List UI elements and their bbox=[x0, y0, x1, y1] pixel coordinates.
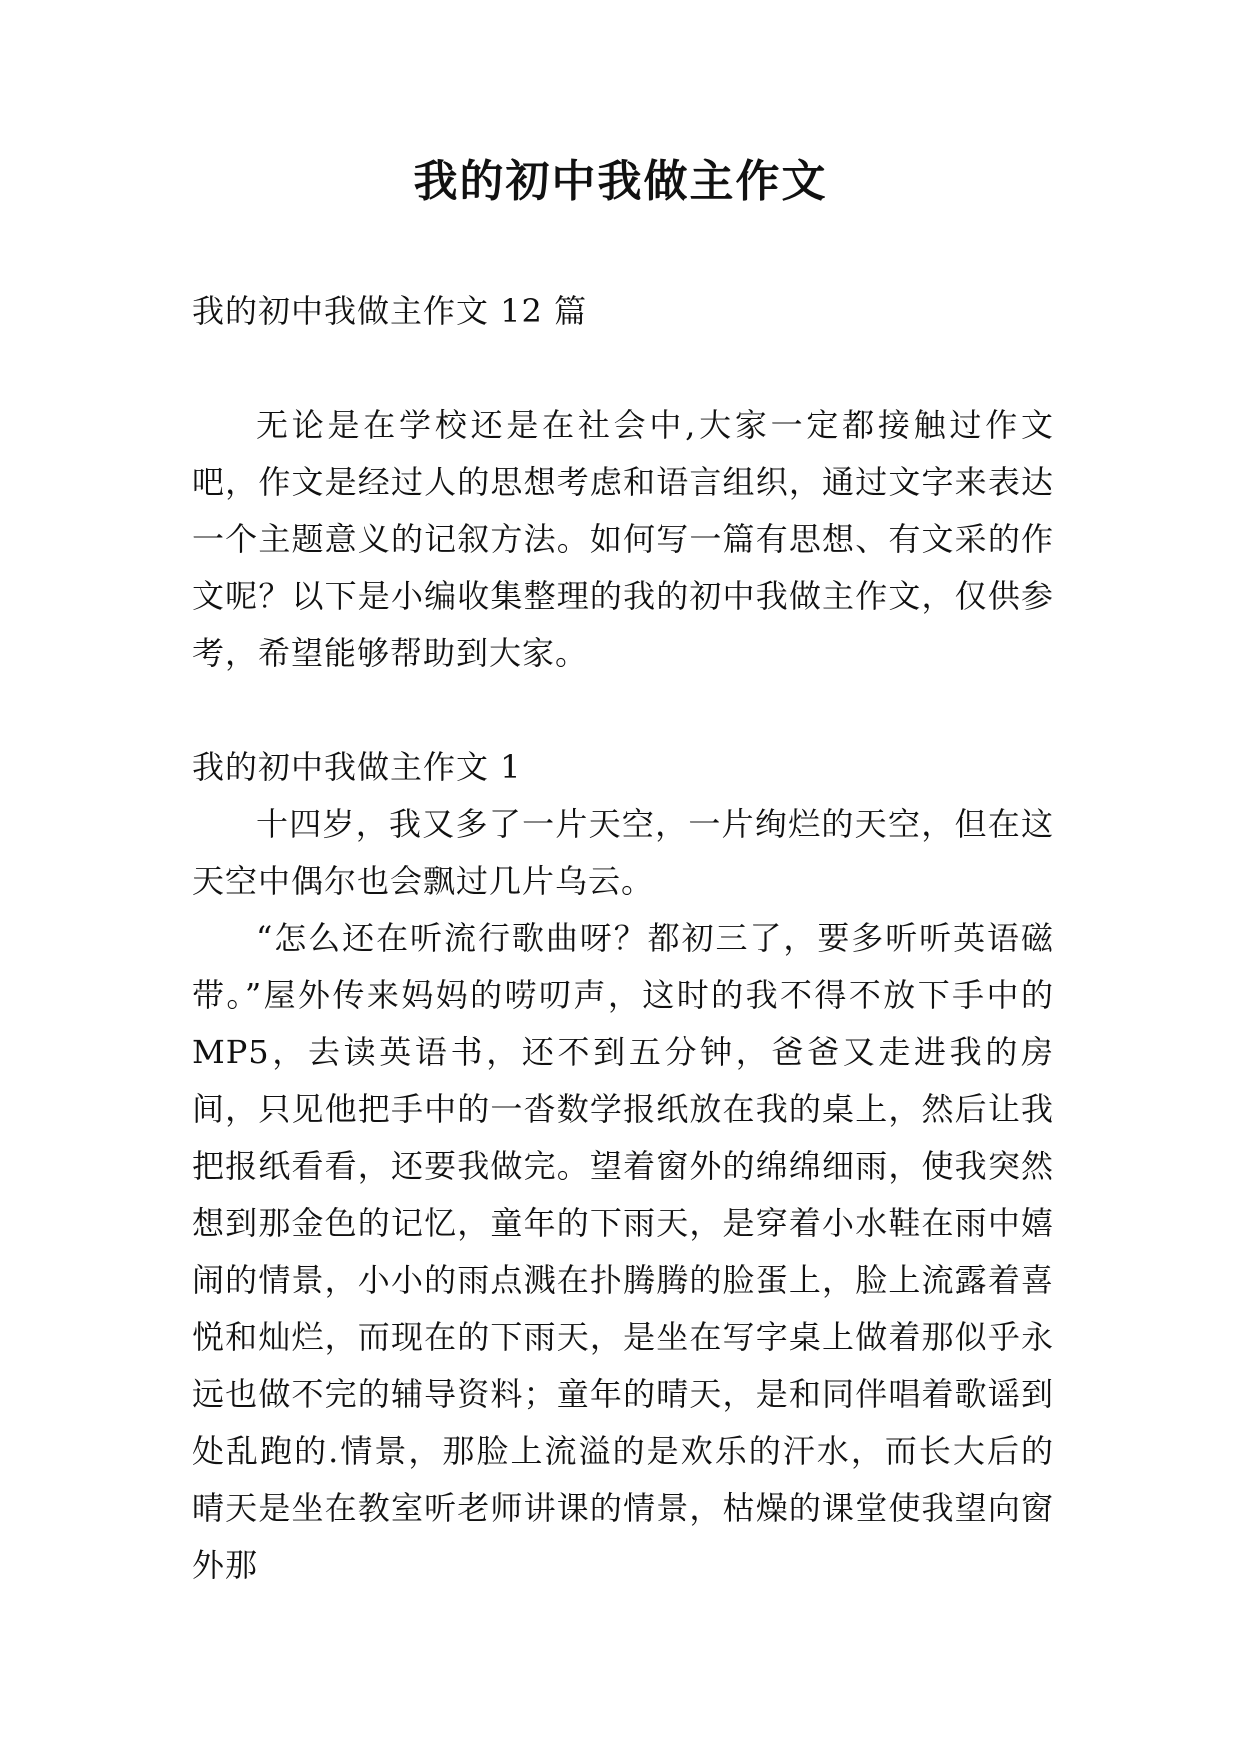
body-paragraph-1: 十四岁，我又多了一片天空，一片绚烂的天空，但在这天空中偶尔也会飘过几片乌云。 bbox=[192, 805, 1054, 900]
intro-paragraph: 无论是在学校还是在社会中,大家一定都接触过作文吧，作文是经过人的思想考虑和语言组织，通过文字来表达一个主题意义的记叙方法。如何写一篇有思想、有文采的作文呢？以下是小编收集整理的我的初中我做主作文，仅供参考，希望能够帮助到大家。 bbox=[192, 406, 1054, 672]
section-heading: 我的初中我做主作文 1 bbox=[192, 748, 522, 786]
document-body bbox=[192, 283, 1054, 1594]
document-subtitle: 我的初中我做主作文 12 篇 bbox=[192, 292, 588, 330]
body-paragraph-2: “怎么还在听流行歌曲呀？都初三了，要多听听英语磁带。”屋外传来妈妈的唠叨声，这时的我不得不放下手中的MP5，去读英语书，还不到五分钟，爸爸又走进我的房间，只见他把手中的一沓数学报纸放在我的桌上，然后让我把报纸看看，还要我做完。望着窗外的绵绵细雨，使我突然想到那金色的记忆，童年的下雨天，是穿着小水鞋在雨中嬉闹的情景，小小的雨点溅在扑腾腾的脸蛋上，脸上流露着喜悦和灿烂，而现在的下雨天，是坐在写字桌上做着那似乎永远也做不完的辅导资料；童年的晴天，是和同伴唱着歌谣到处乱跑的.情景，那脸上流溢的是欢乐的汗水，而长大后的晴天是坐在教室听老师讲课的情景，枯燥的课堂使我望向窗外那 bbox=[192, 919, 1054, 1584]
document-title: 我的初中我做主作文 bbox=[413, 156, 828, 207]
